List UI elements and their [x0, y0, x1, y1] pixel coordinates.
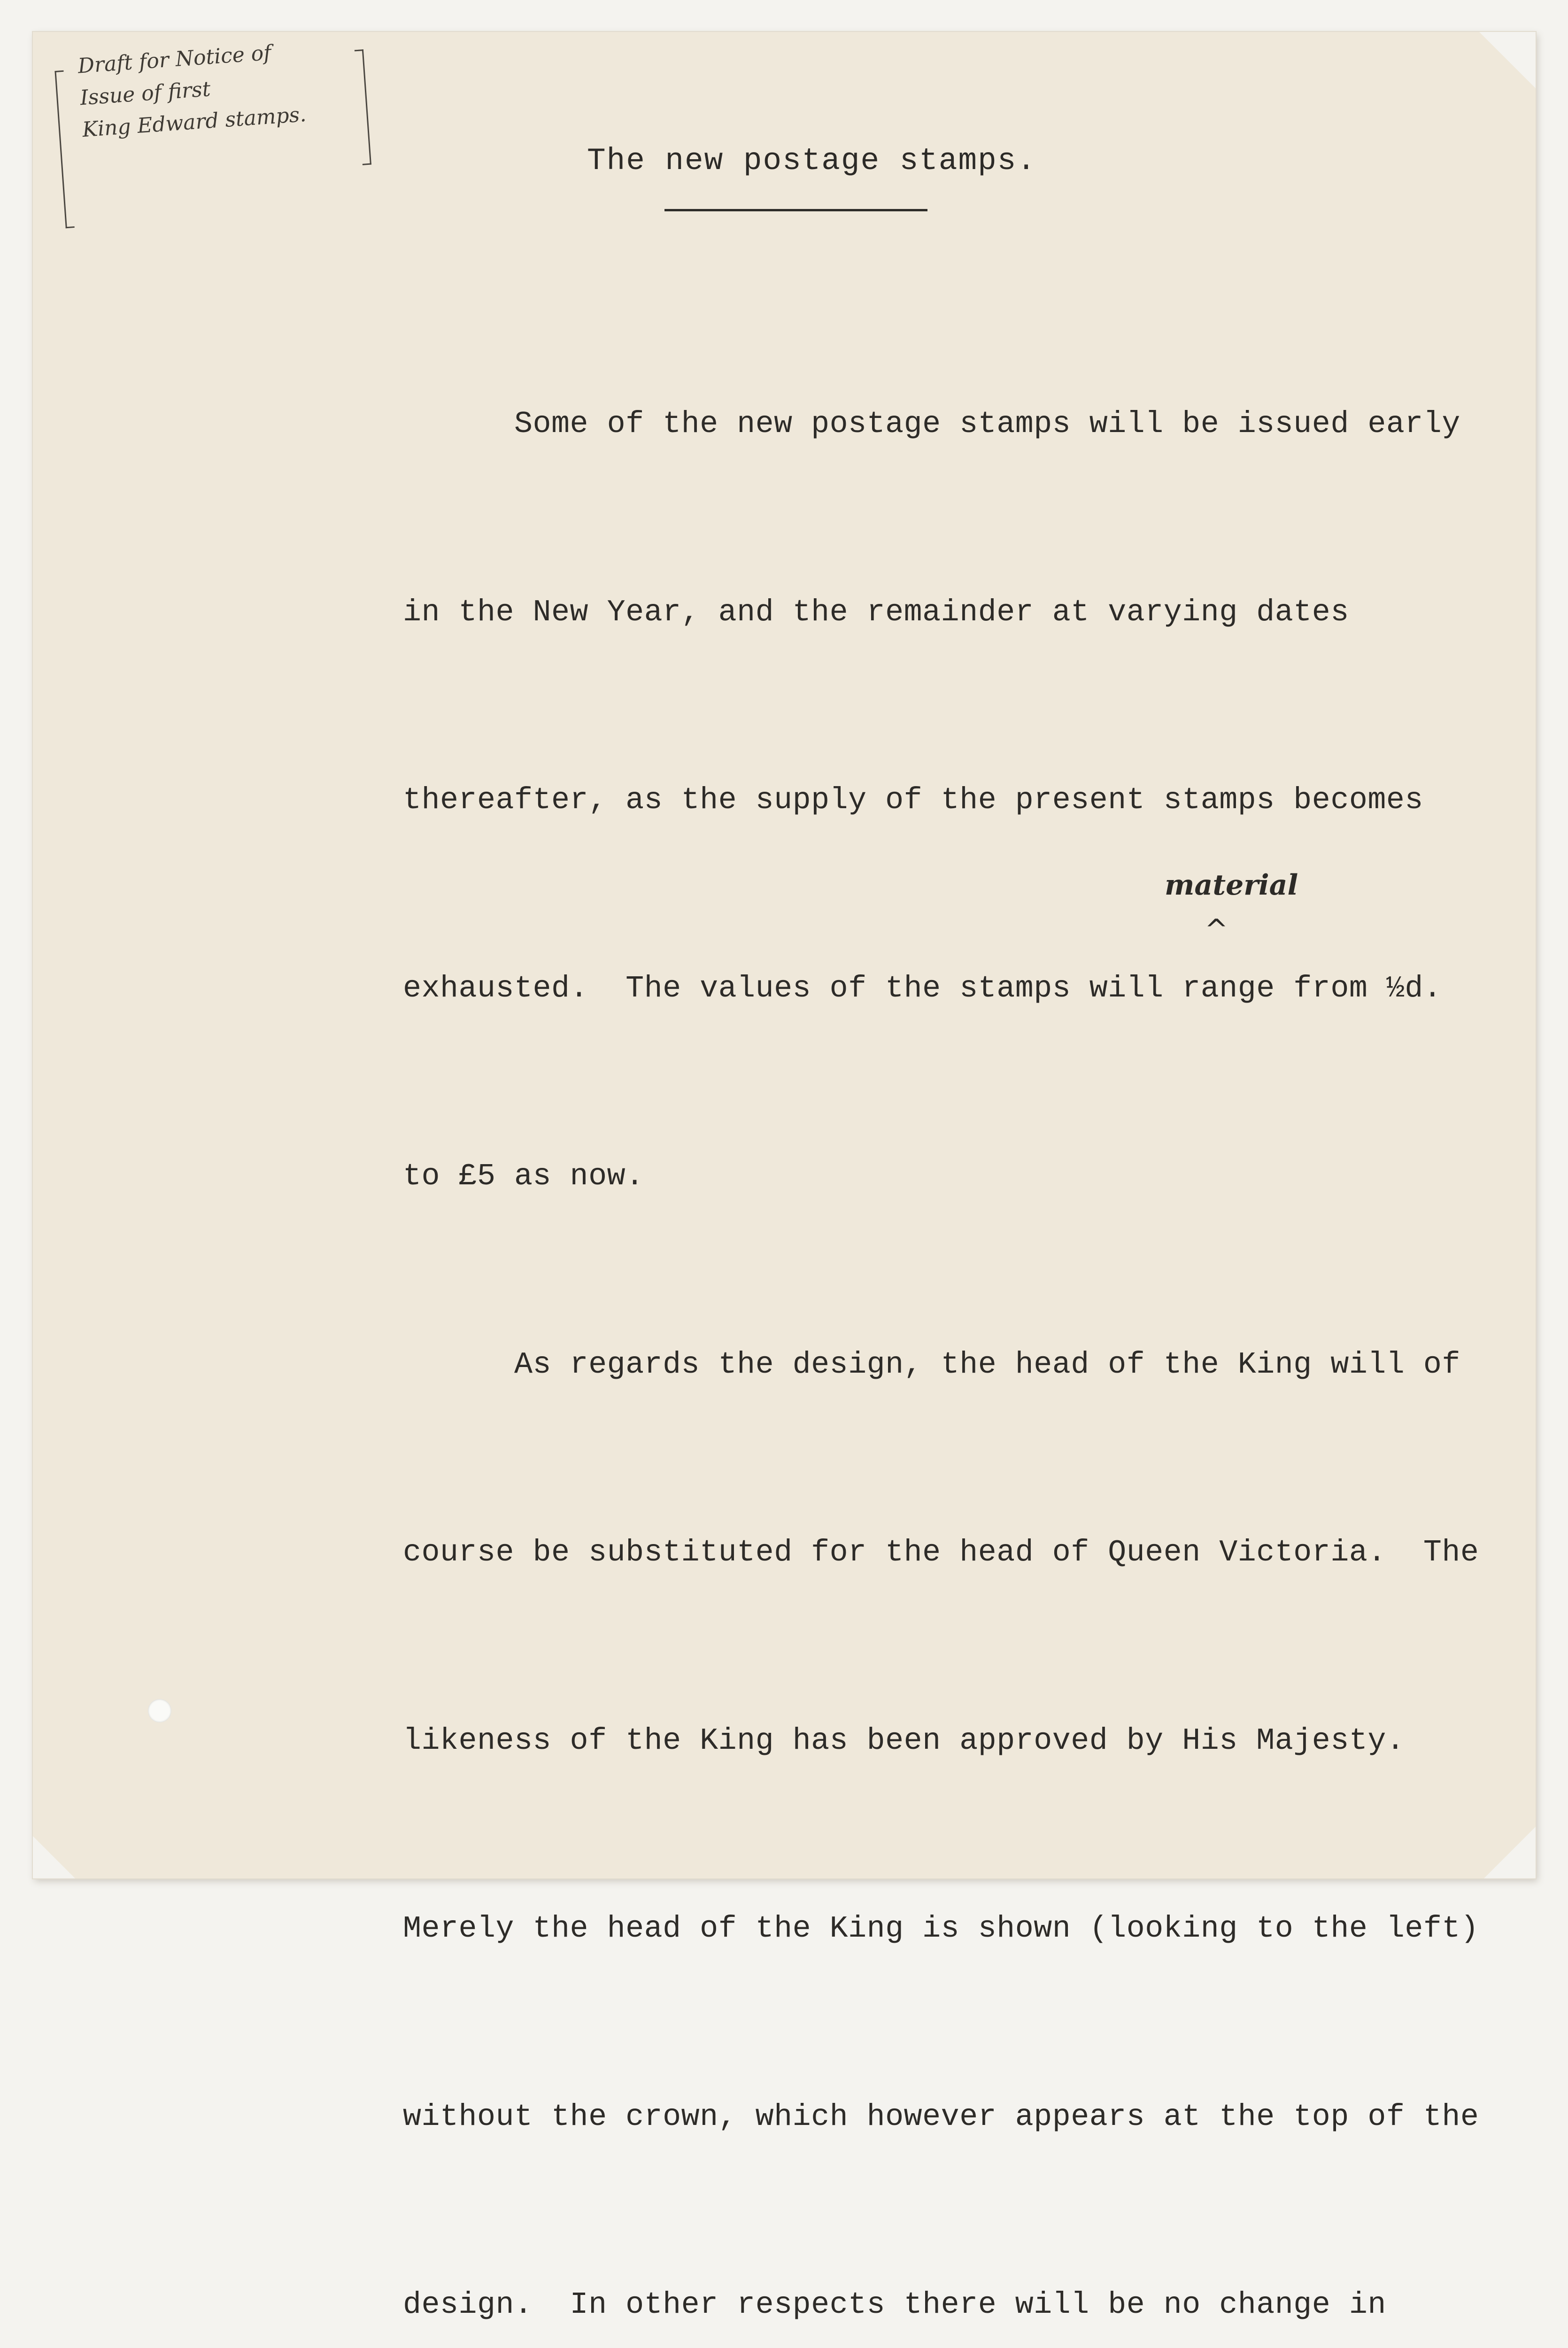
body-line: to £5 as now. [403, 1159, 644, 1194]
document-title: The new postage stamps. [587, 143, 1036, 178]
body-line: likeness of the King has been approved by His Majesty. [403, 1723, 1405, 1758]
folded-corner [33, 1836, 75, 1878]
folded-corner [1479, 32, 1536, 88]
folded-corner [1484, 1827, 1536, 1878]
note-line: Issue of first [79, 77, 211, 110]
body-line: As regards the design, the head of the King will of [403, 1347, 1460, 1382]
body-line: thereafter, as the supply of the present stamps becomes [403, 783, 1423, 818]
body-line: Some of the new postage stamps will be issued early [403, 407, 1460, 441]
insertion-caret: ^ [1205, 913, 1228, 946]
body-line: Merely the head of the King is shown (looking to the left) [403, 1911, 1479, 1946]
body-line: course be substituted for the head of Queen Victoria. The [403, 1535, 1479, 1570]
body-line: in the New Year, and the remainder at varying dates [403, 595, 1349, 630]
handwritten-insertion: material [1165, 869, 1298, 902]
body-line: without the crown, which however appears at the top of the [403, 2099, 1479, 2134]
body-line: design. In other respects there will be no change in [403, 2287, 1386, 2322]
title-underline [664, 209, 927, 211]
punch-hole [148, 1699, 171, 1722]
note-line: Draft for Notice of [77, 40, 272, 78]
body-line: exhausted. The values of the stamps will range from ½d. [403, 971, 1442, 1006]
note-line: King Edward stamps. [81, 102, 307, 142]
document-body [403, 268, 1478, 2348]
